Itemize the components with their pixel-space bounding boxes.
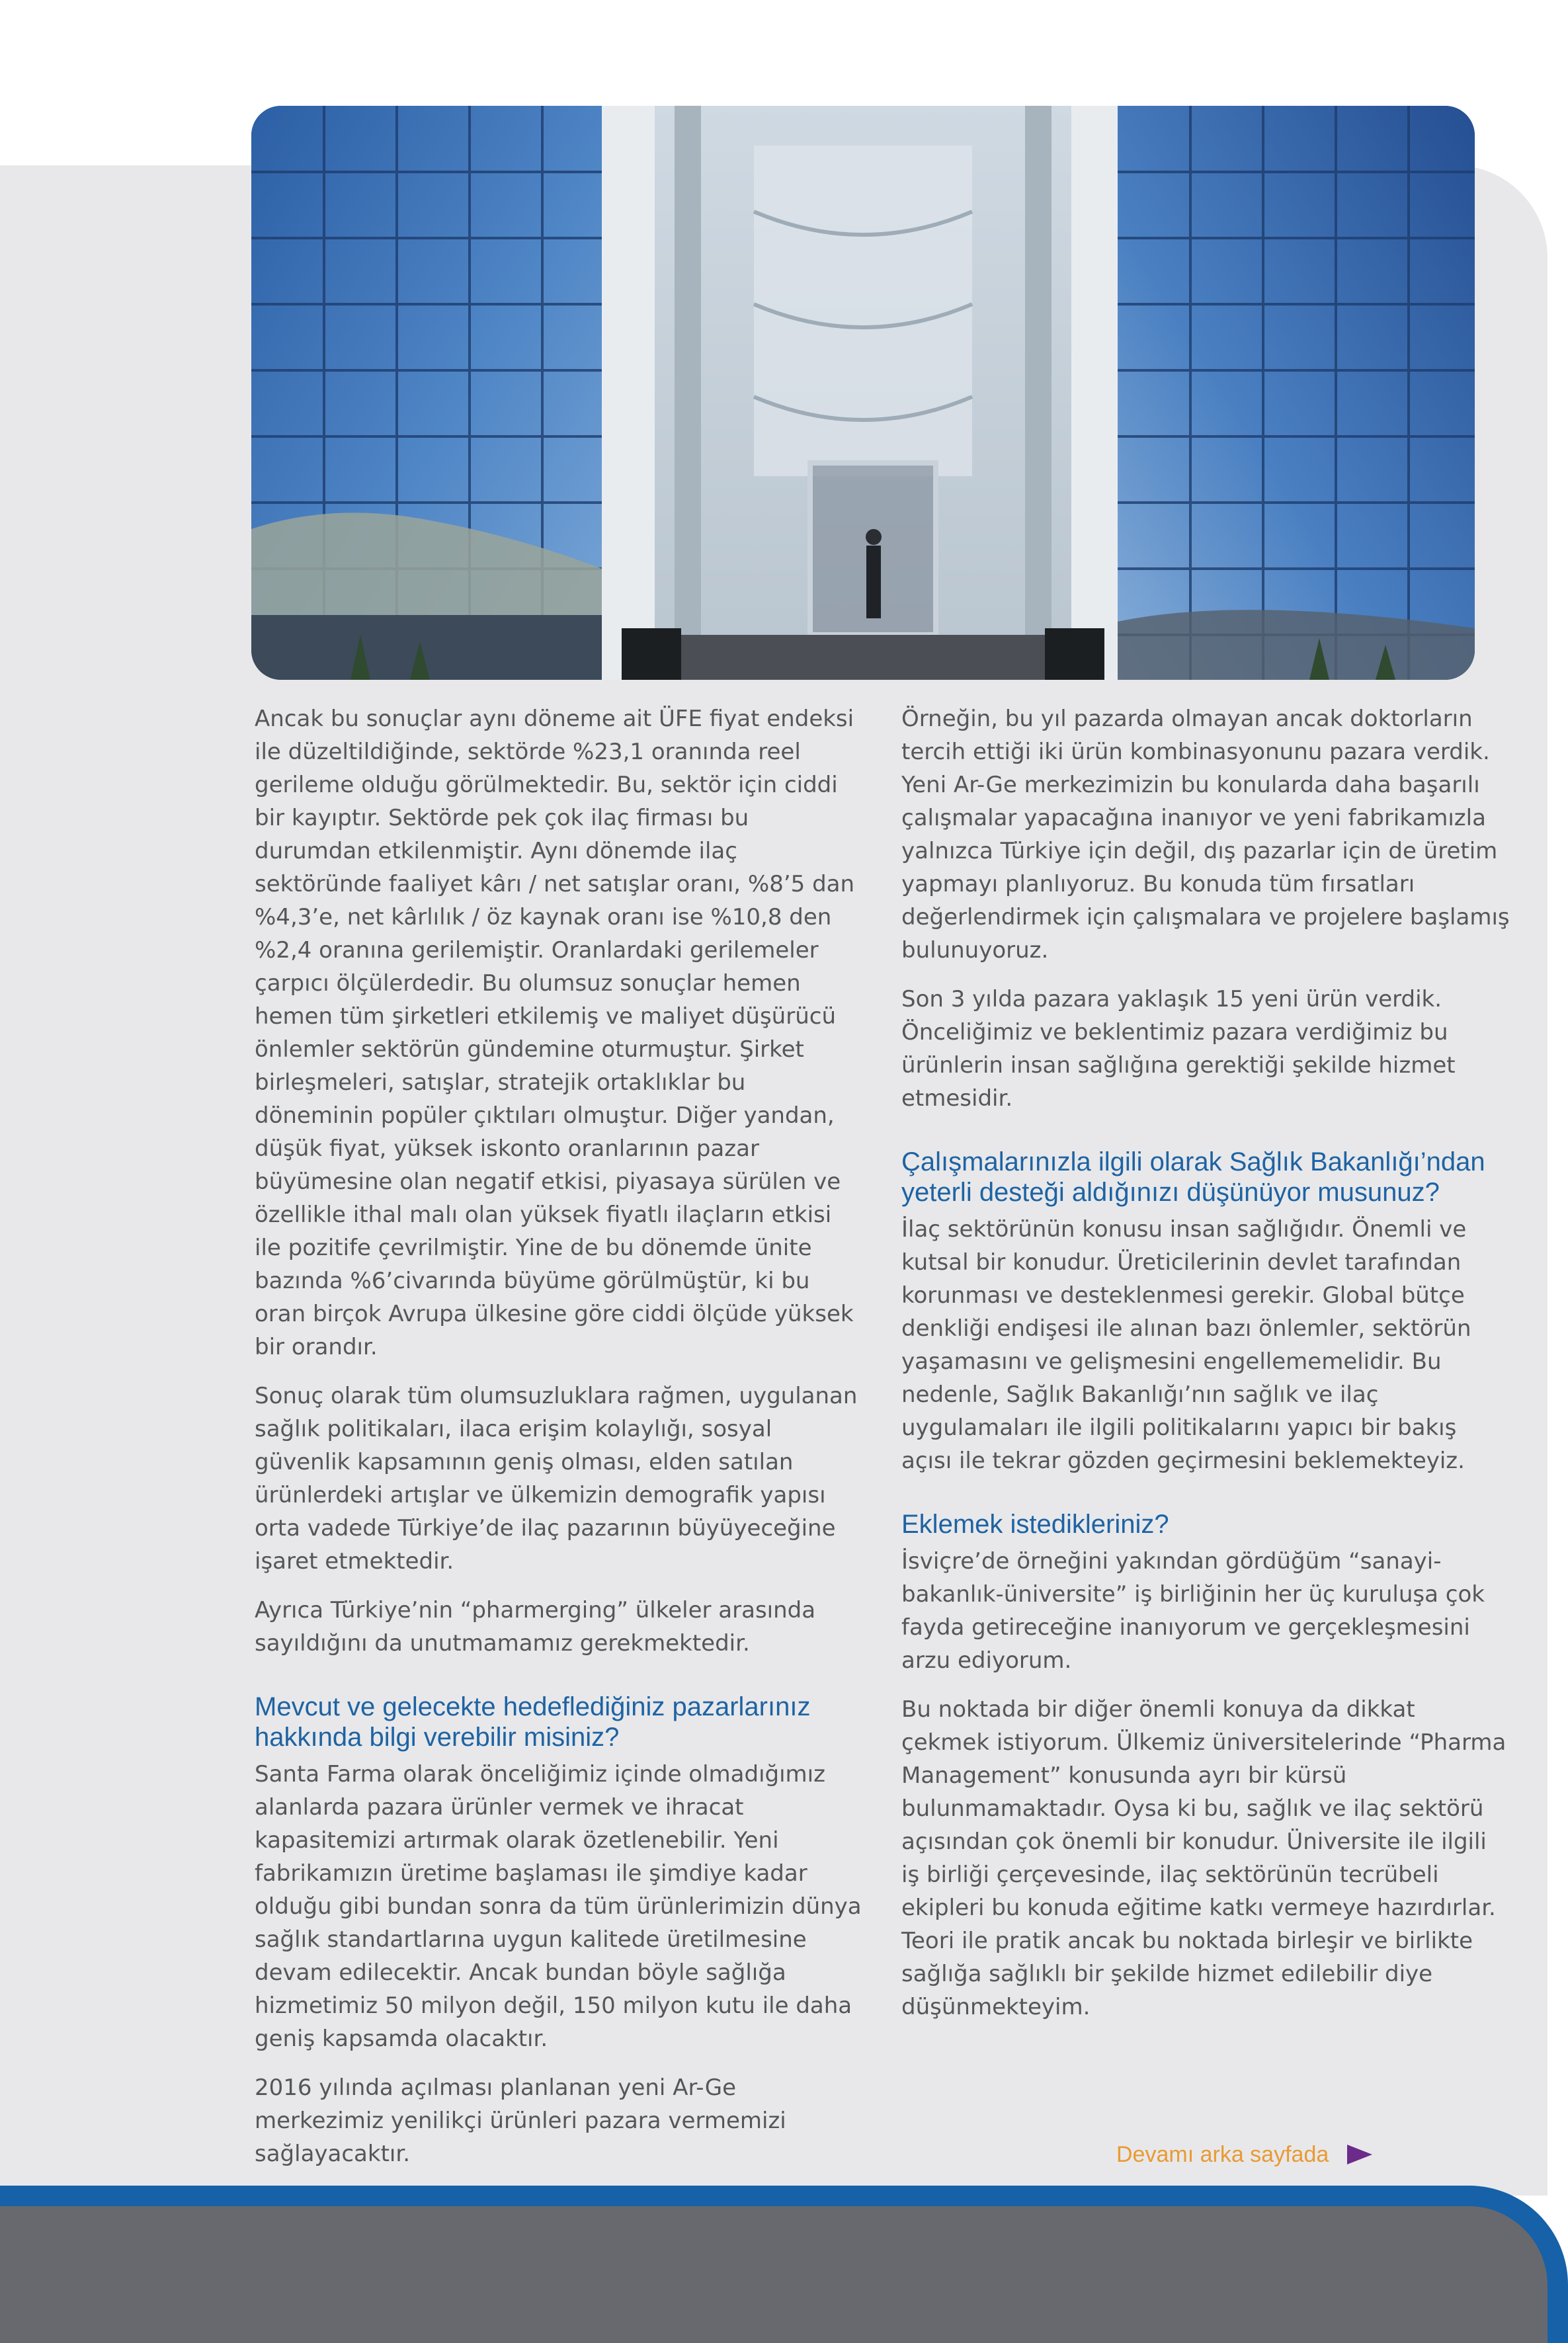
section-heading: Eklemek istedikleriniz? <box>901 1510 1169 1539</box>
body-paragraph: 2016 yılında açılması planlanan yeni Ar-Ge merkezimiz yenilikçi ürünleri pazara vermemizi sağlayacaktır. <box>255 2075 786 2167</box>
footer-grey-band <box>0 2206 1547 2343</box>
continue-label: Devamı arka sayfada <box>1116 2142 1329 2167</box>
body-paragraph: Örneğin, bu yıl pazarda olmayan ancak doktorların tercih ettiği iki ürün kombinasyonunu pazara verdik. Yeni Ar-Ge merkezimizin bu konularda daha başarılı çalışmalar yapacağına inanıyor ve yeni fabrikamızla yalnızca Türkiye için değil, dış pazarlar için de üretim yapmayı planlıyoruz. Bu konuda tüm fırsatları değerlendirmek için çalışmalara ve projelere başlamış bulunuyoruz. <box>901 706 1510 964</box>
body-paragraph: Bu noktada bir diğer önemli konuya da dikkat çekmek istiyorum. Ülkemiz üniversitelerinde “Pharma Management” konusunda ayrı bir kürsü bulunmamaktadır. Oysa ki bu, sağlık ve ilaç sektörü açısından çok önemli bir konudur. Üniversite ile ilgili iş birliği çerçevesinde, ilaç sektörünün tecrübeli ekipleri bu konuda eğitime katkı vermeye hazırdırlar. Teori ile pratik ancak bu noktada birleşir ve birlikte sağlığa sağlıklı bir şekilde hizmet edilebilir diye düşünmekteyim. <box>901 1696 1506 2020</box>
section-heading: Çalışmalarınızla ilgili olarak Sağlık Bakanlığı’ndan yeterli desteği aldığınızı düşünüyor musunuz? <box>901 1147 1485 1207</box>
section-heading: Mevcut ve gelecekte hedeflediğiniz pazarlarınız hakkında bilgi verebilir misiniz? <box>255 1692 811 1752</box>
body-paragraph: İlaç sektörünün konusu insan sağlığıdır. Önemli ve kutsal bir konudur. Üreticilerinin devlet tarafından korunması ve desteklenmesi gerekir. Global bütçe denkliği endişesi ile alınan bazı önlemler, sektörün yaşamasını ve gelişmesini engellememelidir. Bu nedenle, Sağlık Bakanlığı’nın sağlık ve ilaç uygulamaları ile ilgili politikalarını yapıcı bir bakış açısı ile tekrar gözden geçirmesini beklemekteyiz. <box>901 1216 1471 1474</box>
right-text-column <box>901 702 1510 2039</box>
body-paragraph: Son 3 yılda pazara yaklaşık 15 yeni ürün verdik. Önceliğimiz ve beklentimiz pazara verdiğimiz bu ürünlerin insan sağlığına gerektiği şekilde hizmet etmesidir. <box>901 986 1456 1112</box>
building-photo <box>251 106 1475 680</box>
triangle-right-icon <box>1347 2145 1372 2164</box>
continue-next-page-link[interactable] <box>1116 2141 1372 2168</box>
body-paragraph: Sonuç olarak tüm olumsuzluklara rağmen, uygulanan sağlık politikaları, ilaca erişim kolaylığı, sosyal güvenlik kapsamının geniş olması, elden satılan ürünlerdeki artışlar ve ülkemizin demografik yapısı orta vadede Türkiye’de ilaç pazarının büyüyeceğine işaret etmektedir. <box>255 1383 858 1575</box>
body-paragraph: Santa Farma olarak önceliğimiz içinde olmadığımız alanlarda pazara ürünler vermek ve ihracat kapasitemizi artırmak olarak özetlenebilir. Yeni fabrikamızın üretime başlaması ile şimdiye kadar olduğu gibi bundan sonra da tüm ürünlerimizin dünya sağlık standartlarına uygun kalitede üretilmesine devam edilecektir. Ancak bundan böyle sağlığa hizmetimiz 50 milyon değil, 150 milyon kutu ile daha geniş kapsamda olacaktır. <box>255 1761 862 2052</box>
left-text-column <box>255 702 863 2186</box>
body-paragraph: Ancak bu sonuçlar aynı döneme ait ÜFE fiyat endeksi ile düzeltildiğinde, sektörde %23,1 oranında reel gerileme olduğu görülmektedir. Bu, sektör için ciddi bir kayıptır. Sektörde pek çok ilaç firması bu durumdan etkilenmiştir. Aynı dönemde ilaç sektöründe faaliyet kârı / net satışlar oranı, %8’5 dan %4,3’e, net kârlılık / öz kaynak oranı ise %10,8 den %2,4 oranına gerilemiştir. Oranlardaki gerilemeler çarpıcı ölçülerdedir. Bu olumsuz sonuçlar hemen hemen tüm şirketleri etkilemiş ve maliyet düşürücü önlemler sektörün gündemine oturmuştur. Şirket birleşmeleri, satışlar, stratejik ortaklıklar bu döneminin popüler çıktıları olmuştur. Diğer yandan, düşük fiyat, yüksek iskonto oranlarının pazar büyümesine olan negatif etkisi, piyasaya sürülen ve özellikle ithal malı olan yüksek fiyatlı ilaçların etkisi ile pozitife çevrilmiştir. Yine de bu dönemde ünite bazında %6’civarında büyüme görülmüştür, ki bu oran birçok Avrupa ülkesine göre ciddi ölçüde yüksek bir orandır. <box>255 706 855 1360</box>
body-paragraph: Ayrıca Türkiye’nin “pharmerging” ülkeler arasında sayıldığını da unutmamamız gerekmektedir. <box>255 1597 816 1657</box>
body-paragraph: İsviçre’de örneğini yakından gördüğüm “sanayi-bakanlık-üniversite” iş birliğinin her üç kuruluşa çok fayda getireceğine inanıyorum ve gerçekleşmesini arzu ediyorum. <box>901 1548 1485 1674</box>
